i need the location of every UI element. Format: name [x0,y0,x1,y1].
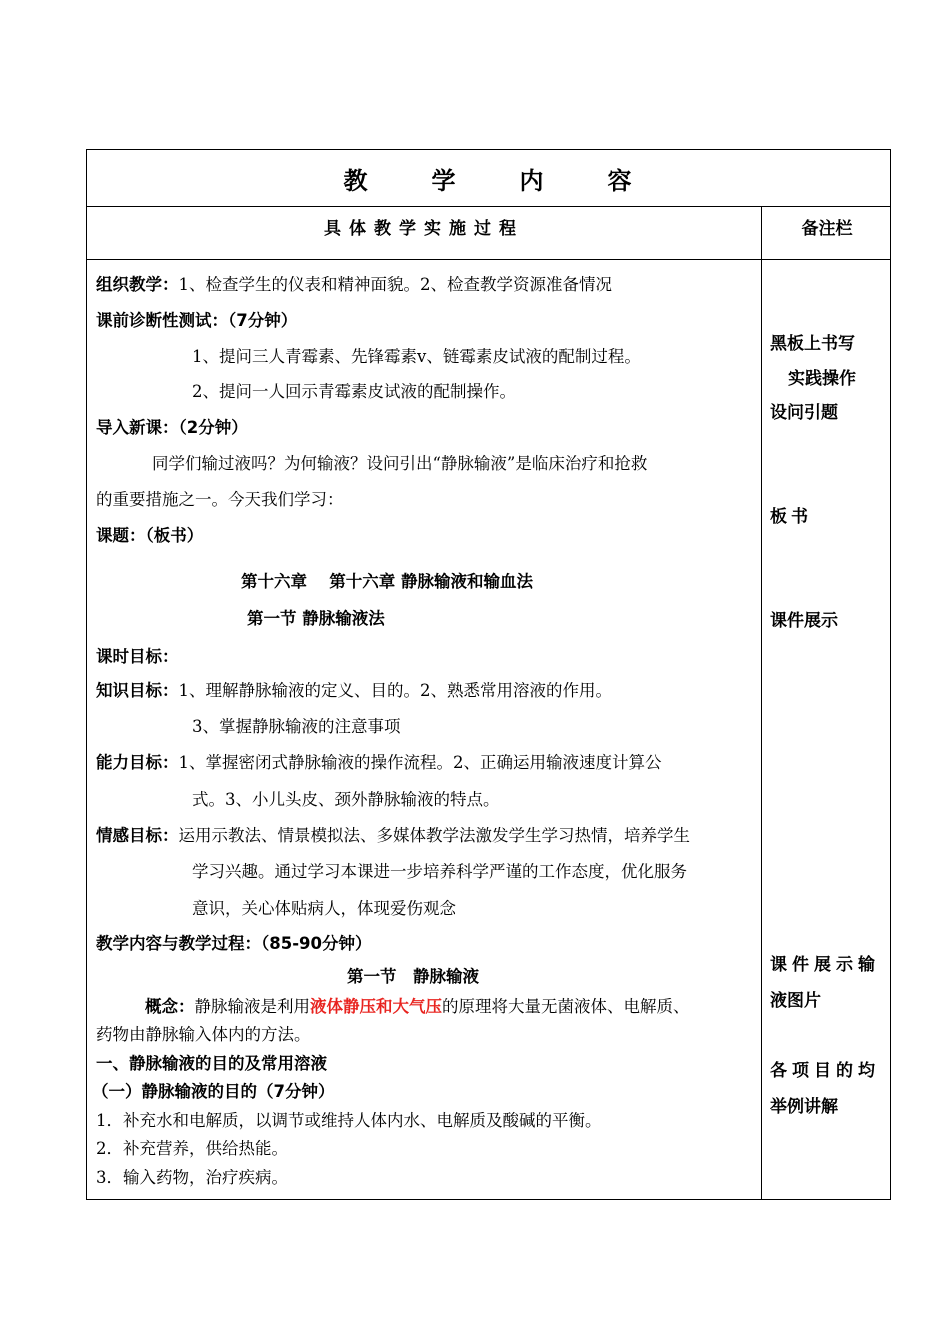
line-purpose-3: 3．输入药物，治疗疾病。 [96,1168,288,1187]
line-topic: 课题：（板书） [96,526,204,545]
note-items: 各项目的均 [770,1061,880,1081]
line-concept: 概念：静脉输液是利用液体静压和大气压的原理将大量无菌液体、电解质、 [145,997,690,1016]
line-section: 第一节 静脉输液法 [247,609,385,628]
line-pretest-2: 2、提问一人回示青霉素皮试液的配制操作。 [192,382,516,401]
line-chapter: 第十六章 第十六章 静脉输液和输血法 [241,572,533,591]
lesson-table [86,149,891,1200]
note-practice: 实践操作 [788,369,856,389]
line-ability: 能力目标：1、掌握密闭式静脉输液的操作流程。2、正确运用输液速度计算公 [96,753,662,772]
note-slides: 课件展示 [770,611,838,631]
line-part-1: 一、静脉输液的目的及常用溶液 [96,1054,327,1073]
line-intro: 导入新课：（2分钟） [96,418,248,437]
line-concept-2: 药物由静脉输入体内的方法。 [96,1025,311,1044]
line-purpose: （一）静脉输液的目的（7分钟） [92,1082,335,1101]
note-examples: 举例讲解 [770,1097,838,1117]
line-purpose-1: 1．补充水和电解质，以调节或维持人体内水、电解质及酸碱的平衡。 [96,1111,602,1130]
line-intro-1: 同学们输过液吗？为何输液？设问引出“静脉输液”是临床治疗和抢救 [152,454,648,473]
line-organize: 组织教学：1、检查学生的仪表和精神面貌。2、检查教学资源准备情况 [96,275,612,294]
header-notes: 备注栏 [801,219,853,239]
note-board: 板书 [770,507,812,527]
line-pretest-1: 1、提问三人青霉素、先锋霉素ⅴ、链霉素皮试液的配制过程。 [192,347,641,366]
line-emotion: 情感目标：运用示教法、情景模拟法、多媒体教学法激发学生学习热情，培养学生 [96,826,690,845]
line-process: 教学内容与教学过程：（85-90分钟） [96,934,372,953]
column-divider [761,207,762,1199]
line-emotion-2: 学习兴趣。通过学习本课进一步培养科学严谨的工作态度，优化服务 [192,862,687,881]
title-char-4: 容 [607,166,634,195]
note-images: 液图片 [770,991,821,1011]
line-emotion-3: 意识，关心体贴病人，体现爱伤观念 [192,899,456,918]
line-goals: 课时目标： [96,647,179,666]
header-row [87,207,890,260]
line-ability-2: 式。3、小儿头皮、颈外静脉输液的特点。 [192,790,500,809]
line-pretest: 课前诊断性测试：（7分钟） [96,311,298,330]
line-knowledge: 知识目标：1、理解静脉输液的定义、目的。2、熟悉常用溶液的作用。 [96,681,612,700]
title-char-2: 学 [431,166,458,195]
note-question: 设问引题 [770,403,838,423]
table-title [87,150,890,207]
header-process: 具体教学实施过程 [324,219,524,239]
title-char-1: 教 [343,166,370,195]
note-blackboard: 黑板上书写 [770,334,855,354]
note-slides-2: 课件展示输 [770,955,880,975]
line-purpose-2: 2．补充营养，供给热能。 [96,1139,288,1158]
line-knowledge-2: 3、掌握静脉输液的注意事项 [192,717,401,736]
line-intro-2: 的重要措施之一。今天我们学习： [96,490,344,509]
title-char-3: 内 [519,166,546,195]
line-section-2: 第一节 静脉输液 [347,967,479,986]
